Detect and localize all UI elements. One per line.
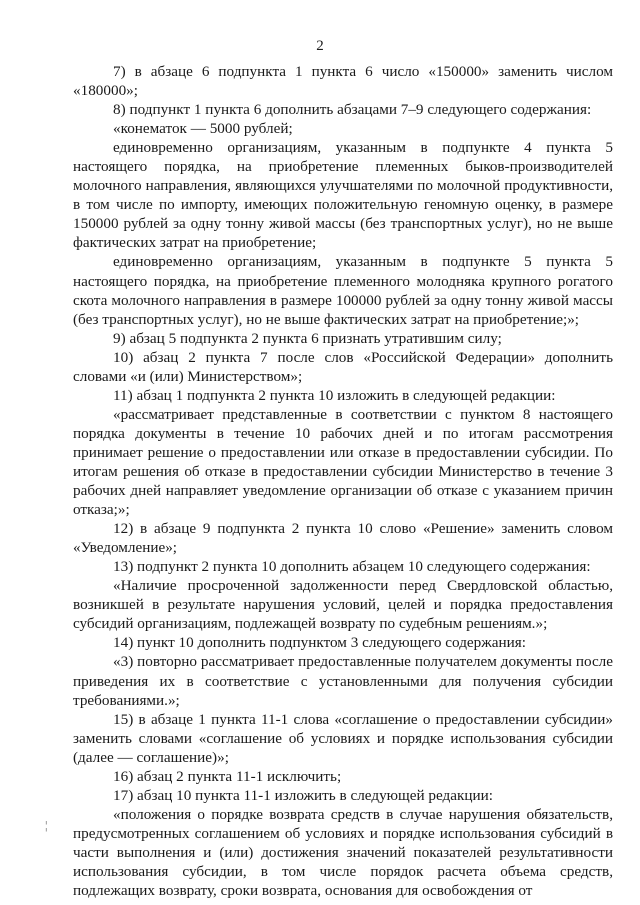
paragraph: 11) абзац 1 подпункта 2 пункта 10 изложить в следующей редакции: [113, 386, 556, 404]
paragraph: «конематок — 5000 рублей; [113, 120, 293, 138]
paragraph: 15) в абзаце 1 пункта 11-1 слова «соглашение о предоставлении субсидии» заменить словами «соглашение об условиях и порядке использования субсидии (далее — соглашение)»; [73, 710, 613, 766]
paragraph: 12) в абзаце 9 подпункта 2 пункта 10 слово «Решение» заменить словом «Уведомление»; [73, 520, 613, 557]
paragraph: 13) подпункт 2 пункта 10 дополнить абзацем 10 следующего содержания: [113, 558, 591, 576]
document-body [73, 62, 613, 900]
paragraph: 10) абзац 2 пункта 7 после слов «Российской Федерации» дополнить словами «и (или) Министерством»; [73, 348, 613, 385]
paragraph: «Наличие просроченной задолженности перед Свердловской областью, возникшей в результате нарушения условий, целей и порядка предоставления субсидий организациям, подлежащей возврату по судебным решениям.»; [73, 577, 613, 633]
margin-scan-mark: ¦ [45, 818, 48, 832]
paragraph: единовременно организациям, указанным в подпункте 5 пункта 5 настоящего порядка, на приобретение племенного молодняка крупного рогатого скота молочного направления в размере 100000 рублей за одну тонну живой массы (без транспортных услуг), но не выше фактических затрат на приобретение;»; [73, 253, 613, 328]
paragraph: 14) пункт 10 дополнить подпунктом 3 следующего содержания: [113, 634, 526, 652]
paragraph: «рассматривает представленные в соответствии с пунктом 8 настоящего порядка документы в течение 10 рабочих дней и по итогам рассмотрения принимает решение о предоставлении или отказе в предоставлении субсидии. По итогам решения об отказе в предоставлении субсидии Министерство в течение 3 рабочих дней направляет уведомление организации об отказе с указанием причин отказа;»; [73, 405, 613, 519]
paragraph: единовременно организациям, указанным в подпункте 4 пункта 5 настоящего порядка, на приобретение племенных быков-производителей молочного направления, являющихся улучшателями по молочной продуктивности, в том числе по импорту, имеющих положительную геномную оценку, в размере 150000 рублей за одну тонну живой массы (без транспортных услуг), но не выше фактических затрат на приобретение; [73, 139, 613, 252]
paragraph: 9) абзац 5 подпункта 2 пункта 6 признать утратившим силу; [113, 329, 502, 347]
paragraph: 16) абзац 2 пункта 11-1 исключить; [113, 767, 342, 785]
page-number: 2 [316, 38, 324, 54]
paragraph: 17) абзац 10 пункта 11-1 изложить в следующей редакции: [113, 786, 493, 804]
paragraph: «положения о порядке возврата средств в случае нарушения обязательств, предусмотренных соглашением об условиях и порядке использования субсидий в части выполнения и (или) достижения значений показателей результативности использования субсидии, в том числе порядок расчета объема средств, подлежащих возврату, сроки возврата, основания для освобождения от [73, 805, 613, 900]
paragraph: «3) повторно рассматривает предоставленные получателем документы после приведения их в соответствие с установленными для получения субсидии требованиями.»; [73, 653, 613, 709]
paragraph: 7) в абзаце 6 подпункта 1 пункта 6 число «150000» заменить числом «180000»; [73, 63, 613, 100]
paragraph: 8) подпункт 1 пункта 6 дополнить абзацами 7–9 следующего содержания: [113, 101, 592, 119]
